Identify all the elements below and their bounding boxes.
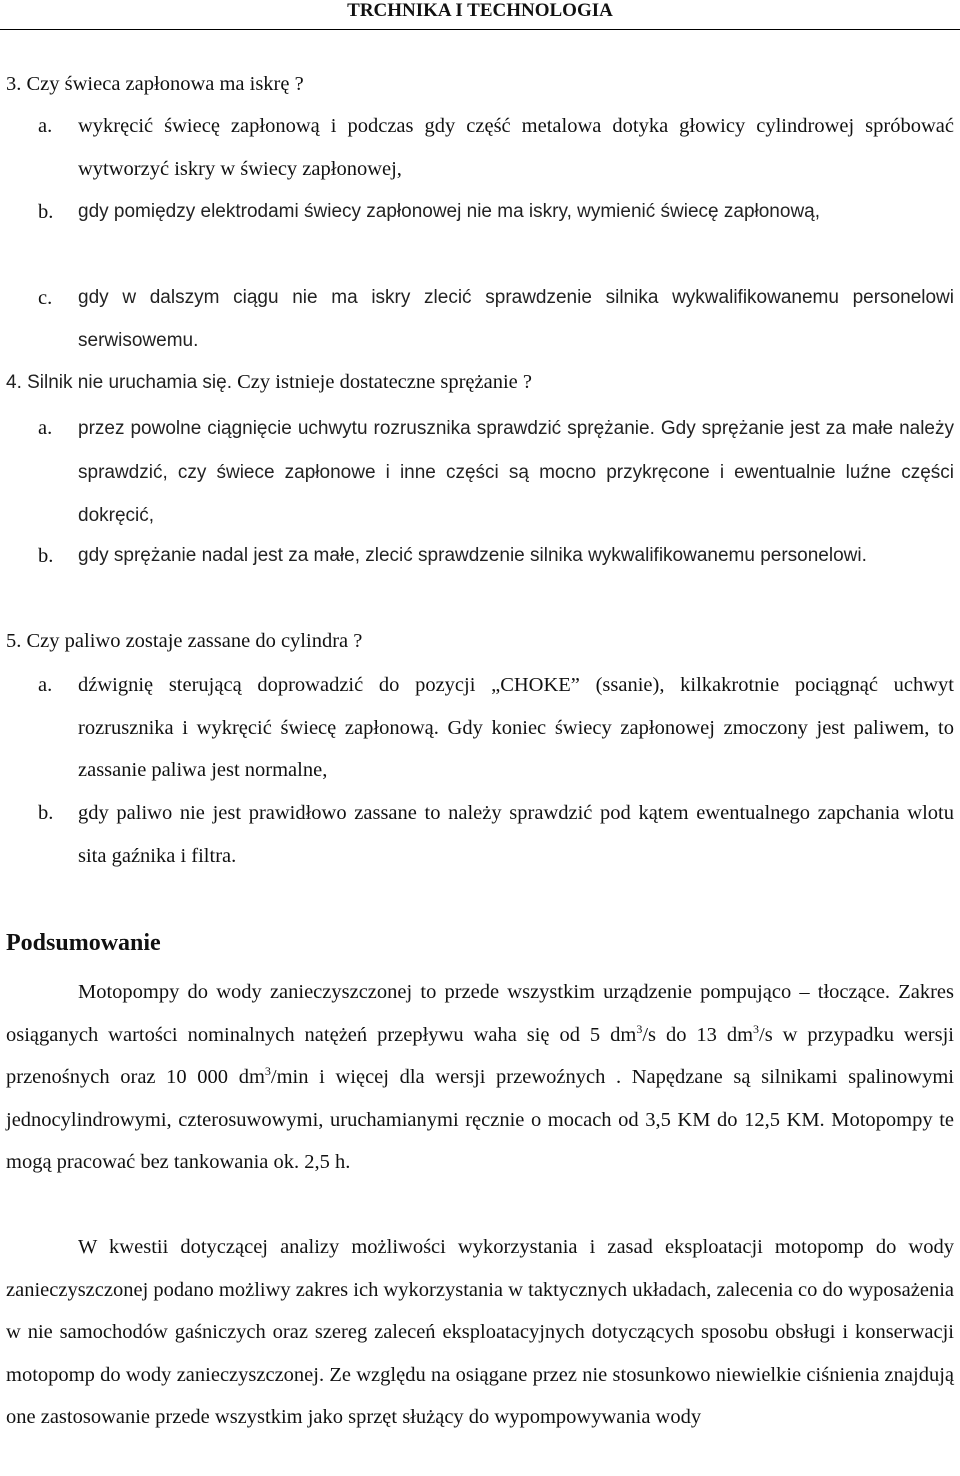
q5-item-b-text: gdy paliwo nie jest prawidłowo zassane to należy sprawdzić pod kątem ewentualnego zapchania wlotu sita gaźnika i filtra. [78, 802, 954, 867]
header-divider [0, 29, 960, 30]
q4-item-a [6, 407, 954, 538]
q3-item-c-letter: c. [38, 287, 53, 309]
summary-heading: Podsumowanie [6, 930, 161, 956]
q4-item-a-text-rest: Gdy sprężanie jest za małe należy sprawdzić, czy świece zapłonowe i inne części są mocno przykręcone i ewentualnie luźne części dokręcić, [78, 418, 954, 526]
superscript-3-c: 3 [264, 1064, 271, 1079]
question-5: 5. Czy paliwo zostaje zassane do cylindra ? [6, 630, 363, 652]
summary-p1-part4: /min i więcej dla wersji przewoźnych . Napędzane są silnikami spalinowymi jednocylindrowymi, czterosuwowymi, uruchamianymi ręcznie o mocach od 3,5 KM do 12,5 KM. Motopompy te mogą pracować bez tankowania ok. 2,5 h. [6, 1066, 954, 1173]
q5-item-a-letter: a. [38, 674, 53, 696]
q5-item-a [6, 664, 954, 792]
q3-item-a [6, 105, 954, 190]
q3-item-c-text: gdy w dalszym ciągu nie ma iskry zlecić sprawdzenie silnika wykwalifikowanemu personelowi serwisowemu. [78, 287, 954, 351]
summary-p1-part1: Motopompy do wody zanieczyszczonej to przede wszystkim urządzenie pompująco – tłoczące. Zakres osiąganych wartości nominalnych natężeń przepływu waha się od 5 dm [6, 981, 954, 1046]
summary-p1-part3: /s w przypadku wersji przenośnych oraz 10 000 dm [6, 1023, 954, 1088]
q4-item-a-text-sans: przez powolne ciągnięcie uchwytu rozrusznika sprawdzić sprężanie. [78, 418, 655, 439]
summary-p1-part2: /s do 13 dm [642, 1023, 754, 1046]
superscript-3-b: 3 [753, 1021, 760, 1036]
q3-item-b-text: gdy pomiędzy elektrodami świecy zapłonowej nie ma iskry, wymienić świecę zapłonową, [78, 201, 821, 222]
q4-item-b-letter: b. [38, 545, 54, 567]
question-4-serif: Czy istnieje dostateczne sprężanie ? [232, 371, 532, 393]
superscript-3-a: 3 [636, 1021, 643, 1036]
q3-item-b [6, 191, 954, 234]
q3-item-a-letter: a. [38, 115, 53, 137]
question-4 [6, 361, 532, 404]
q5-item-b [6, 792, 954, 877]
q3-item-a-text: wykręcić świecę zapłonową i podczas gdy część metalowa dotyka głowicy cylindrowej spróbować wytworzyć iskry w świecy zapłonowej, [78, 115, 954, 180]
q5-item-a-text: dźwignię sterującą doprowadzić do pozycji „CHOKE” (ssanie), kilkakrotnie pociągnąć uchwyt rozrusznika i wykręcić świecę zapłonową. Gdy koniec świecy zapłonowej zmoczony jest paliwem, to zassanie paliwa jest normalne, [78, 674, 954, 781]
summary-paragraph-2: W kwestii dotyczącej analizy możliwości wykorzystania i zasad eksploatacji motopomp do wody zanieczyszczonej podano możliwy zakres ich wykorzystania w taktycznych układach, zalecenia co do wyposażenia w nie samochodów gaśniczych oraz szereg zaleceń eksploatacyjnych dotyczących sposobu obsługi i konserwacji motopomp do wody zanieczyszczonej. Ze względu na osiągane przez nie stosunkowo niewielkie ciśnienia znajdują one zastosowanie przede wszystkim jako sprzęt służący do wypompowywania wody [6, 1236, 954, 1428]
q4-item-a-text [78, 407, 954, 538]
q4-item-b [6, 535, 954, 578]
q5-item-b-letter: b. [38, 802, 54, 824]
q3-item-b-letter: b. [38, 201, 54, 223]
q4-item-a-letter: a. [38, 417, 53, 439]
page-header-title: TRCHNIKA I TECHNOLOGIA [347, 0, 613, 21]
summary-paragraph-1 [6, 971, 954, 1184]
question-4-sans: 4. Silnik nie uruchamia się. [6, 372, 232, 393]
q3-item-c [6, 277, 954, 362]
q4-item-b-text: gdy sprężanie nadal jest za małe, zlecić sprawdzenie silnika wykwalifikowanemu personelowi. [78, 545, 867, 566]
question-3: 3. Czy świeca zapłonowa ma iskrę ? [6, 73, 304, 95]
